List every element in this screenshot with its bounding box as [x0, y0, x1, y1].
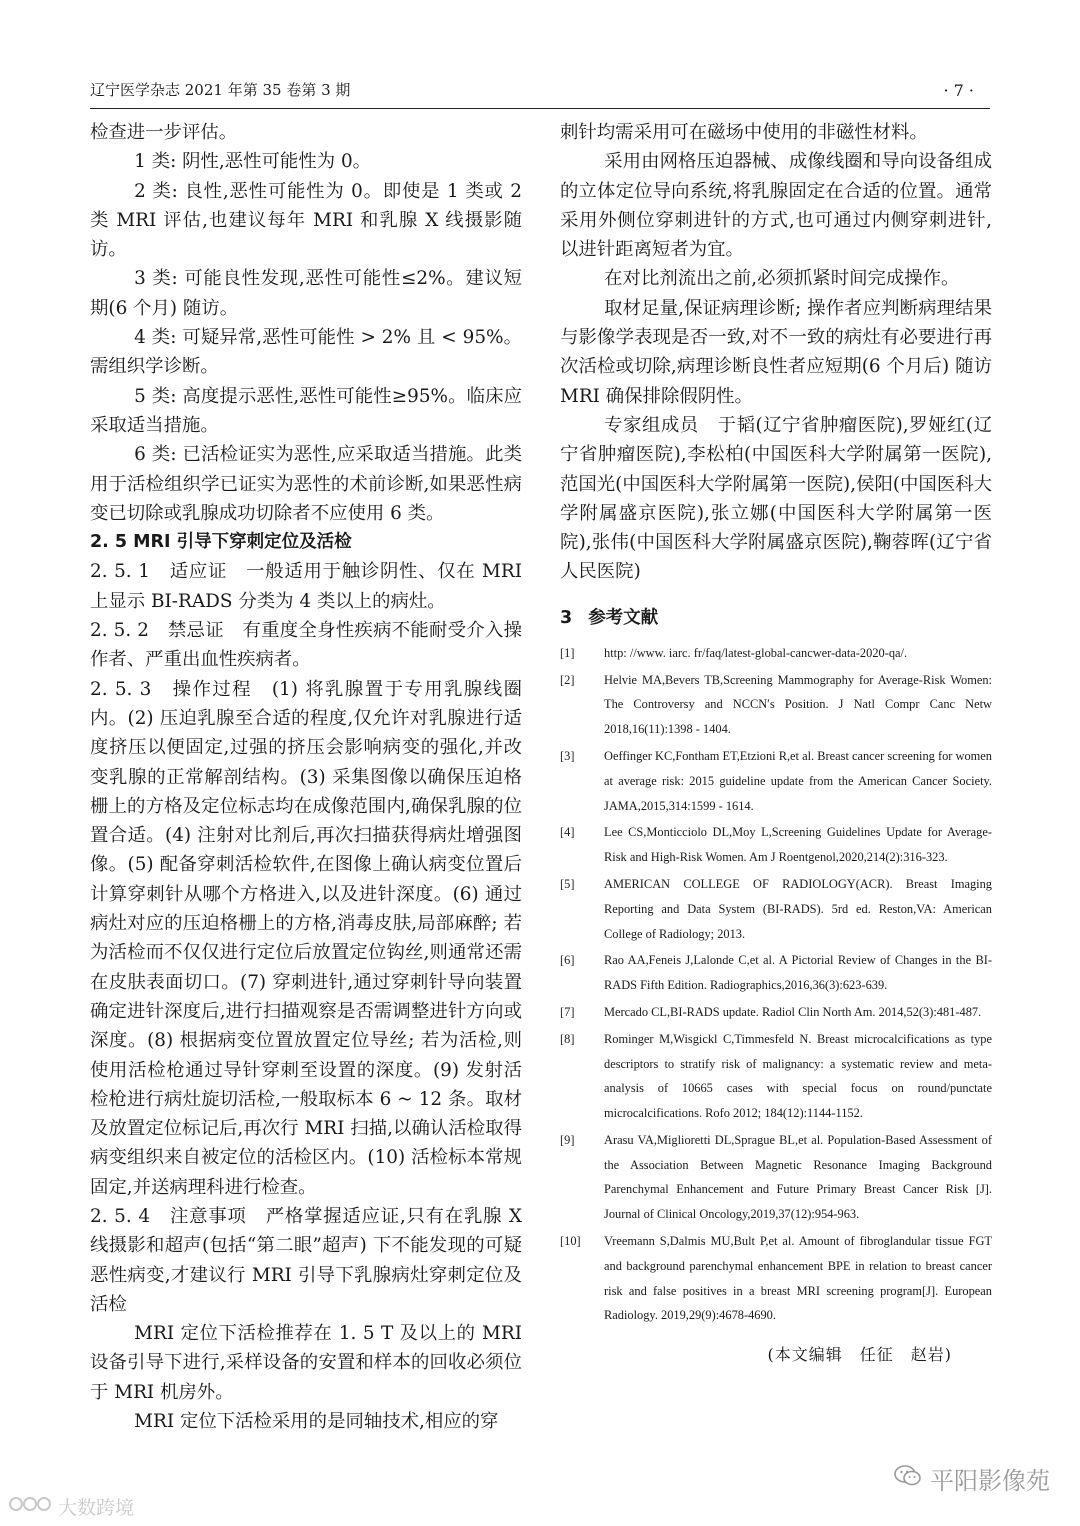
category-1: 1 类: 阴性,恶性可能性为 0。: [134, 151, 372, 173]
paragraph: MRI 定位下活检采用的是同轴技术,相应的穿: [134, 1411, 499, 1433]
paragraph: MRI 定位下活检推荐在 1. 5 T 及以上的 MRI 设备引导下进行,采样设备的安置和样本的回收必须位于 MRI 机房外。: [90, 1323, 522, 1403]
section-number: 3: [560, 607, 573, 628]
reference-item: [560, 948, 992, 998]
reference-number: [9]: [560, 1132, 575, 1147]
reference-text: Rominger M,Wisgickl C,Timmesfeld N. Breast microcalcifications as type descriptors to stratify risk of malignancy: a systematic review and meta-analysis of 10665 cases with special focus on round/punctate microcalcifications. Rofo 2012; 184(12):1144-1152.: [604, 1031, 992, 1121]
reference-item: [560, 872, 992, 946]
watermark-right: [894, 1461, 1050, 1496]
reference-number: [5]: [560, 876, 575, 891]
reference-number: [4]: [560, 825, 575, 840]
reference-text: Rao AA,Feneis J,Lalonde C,et al. A Pictorial Review of Changes in the BI-RADS Fifth Edition. Radiographics,2016,36(3):623-639.: [604, 953, 992, 993]
reference-text: AMERICAN COLLEGE OF RADIOLOGY(ACR). Breast Imaging Reporting and Data System (BI-RADS). 5rd ed. Reston,VA: American College of Radiology; 2013.: [604, 876, 992, 941]
subsection-2-5-3: 2. 5. 3 操作过程 (1) 将乳腺置于专用乳腺线圈内。(2) 压迫乳腺至合适的程度,仅允许对乳腺进行适度挤压以便固定,过强的挤压会影响病变的强化,并改变乳腺的正常解剖结构。(3) 采集图像以确保压迫格栅上的方格及定位标志均在成像范围内,确保乳腺的位置合适。(4) 注射对比剂后,再次扫描获得病灶增强图像。(5) 配备穿刺活检软件,在图像上确认病变位置后计算穿刺针从哪个方格进入,以及进针深度。(6) 通过病灶对应的压迫格栅上的方格,消毒皮肤,局部麻醉; 若为活检而不仅仅进行定位后放置定位钩丝,则通常还需在皮肤表面切口。(7) 穿刺进针,通过穿刺针导向装置确定进针深度后,进行扫描观察是否需调整进针方向或深度。(8) 根据病变位置放置定位导丝; 若为活检,则使用活检枪通过导针穿刺至设置的深度。(9) 发射活检枪进行病灶旋切活检,一般取标本 6 ~ 12 条。取材及放置定位标记后,再次行 MRI 扫描,以确认活检取得病变组织来自被定位的活检区内。(10) 活检标本常规固定,并送病理科进行检查。: [90, 678, 522, 1198]
journal-title: 辽宁医学杂志 2021 年第 35 卷第 3 期: [90, 81, 351, 99]
wechat-icon: [894, 1464, 922, 1494]
reference-item: [560, 744, 992, 818]
paragraph: 检查进一步评估。: [90, 122, 238, 143]
reference-item: [560, 1027, 992, 1126]
expert-members: 专家组成员 于韬(辽宁省肿瘤医院),罗娅红(辽宁省肿瘤医院),李松柏(中国医科大学附属第一医院),范国光(中国医科大学附属第一医院),侯阳(中国医科大学附属盛京医院),张立娜(中国医科大学附属第一医院),张伟(中国医科大学附属盛京医院),鞠蓉晖(辽宁省人民医院): [560, 414, 992, 583]
category-5: 5 类: 高度提示恶性,恶性可能性≥95%。临床应采取适当措施。: [90, 385, 522, 436]
reference-item: [560, 1128, 992, 1227]
paragraph: 刺针均需采用可在磁场中使用的非磁性材料。: [560, 122, 928, 143]
watermark-text: 平阳影像苑: [930, 1467, 1050, 1495]
reference-item: [560, 668, 992, 742]
reference-text: Arasu VA,Miglioretti DL,Sprague BL,et al. Population-Based Assessment of the Association Between Magnetic Resonance Imaging Background Parenchymal Enhancement and Future Primary Breast Cancer Risk [J]. Journal of Clinical Oncology,2019,37(12):954-963.: [604, 1132, 992, 1222]
paragraph: 采用由网格压迫器械、成像线圈和导向设备组成的立体定位导向系统,将乳腺固定在合适的位置。通常采用外侧位穿刺进针的方式,也可通过内侧穿刺进针,以进针距离短者为宜。: [560, 151, 992, 261]
category-4: 4 类: 可疑异常,恶性可能性 > 2% 且 < 95%。需组织学诊断。: [90, 327, 522, 378]
reference-number: [1]: [560, 645, 575, 660]
left-column: [90, 118, 522, 1436]
reference-text: http: //www. iarc. fr/faq/latest-global-cancwer-data-2020-qa/.: [604, 645, 908, 660]
brand-logo-icon: [8, 1493, 52, 1520]
reference-number: [3]: [560, 748, 575, 763]
section-title: 参考文献: [588, 607, 659, 628]
reference-number: [2]: [560, 672, 575, 687]
reference-item: [560, 1000, 992, 1025]
right-column: [560, 118, 992, 1365]
watermark-text: 大数跨境: [58, 1497, 135, 1519]
page-number: · 7 ·: [943, 81, 974, 100]
category-2: 2 类: 良性,恶性可能性为 0。即使是 1 类或 2 类 MRI 评估,也建议每年 MRI 和乳腺 X 线摄影随访。: [90, 180, 522, 261]
reference-text: Lee CS,Monticciolo DL,Moy L,Screening Guidelines Update for Average-Risk and High-Risk Women. Am J Roentgenol,2020,214(2):316-323.: [604, 825, 992, 865]
reference-number: [8]: [560, 1031, 575, 1046]
reference-text: Oeffinger KC,Fontham ET,Etzioni R,et al. Breast cancer screening for women at average risk: 2015 guideline update from the American Cancer Society. JAMA,2015,314:1599 - 1614.: [604, 748, 992, 813]
subsection-2-5-4: 2. 5. 4 注意事项 严格掌握适应证,只有在乳腺 X 线摄影和超声(包括“第二眼”超声) 下不能发现的可疑恶性病变,才建议行 MRI 引导下乳腺病灶穿刺定位及活检: [90, 1205, 522, 1315]
category-6: 6 类: 已活检证实为恶性,应采取适当措施。此类用于活检组织学已证实为恶性的术前诊断,如果恶性病变已切除或乳腺成功切除者不应使用 6 类。: [90, 444, 522, 524]
section-title: MRI 引导下穿刺定位及活检: [133, 532, 352, 553]
reference-number: [10]: [560, 1234, 581, 1249]
reference-text: Helvie MA,Bevers TB,Screening Mammography for Average-Risk Women: The Controversy and NCCN′s Position. J Natl Compr Canc Netw 2018,16(11):1398 - 1404.: [604, 672, 992, 737]
subsection-2-5-1: 2. 5. 1 适应证 一般适用于触诊阴性、仅在 MRI 上显示 BI-RADS 分类为 4 类以上的病灶。: [90, 561, 522, 612]
paragraph: 取材足量,保证病理诊断; 操作者应判断病理结果与影像学表现是否一致,对不一致的病灶有必要进行再次活检或切除,病理诊断良性者应短期(6 个月后) 随访 MRI 确保排除假阴性。: [560, 297, 992, 407]
subsection-2-5-2: 2. 5. 2 禁忌证 有重度全身性疾病不能耐受介入操作者、严重出血性疾病者。: [90, 620, 522, 671]
reference-text: Vreemann S,Dalmis MU,Bult P,et al. Amount of fibroglandular tissue FGT and background parenchymal enhancement BPE in relation to breast cancer risk and false positives in a breast MRI screening program[J]. European Radiology. 2019,29(9):4678-4690.: [604, 1234, 992, 1323]
editor-credit: (本文编辑 任征 赵岩): [767, 1345, 952, 1365]
reference-number: [6]: [560, 953, 575, 968]
reference-number: [7]: [560, 1004, 575, 1019]
reference-text: Mercado CL,BI-RADS update. Radiol Clin North Am. 2014,52(3):481-487.: [604, 1004, 982, 1019]
paragraph: 在对比剂流出之前,必须抓紧时间完成操作。: [604, 268, 960, 290]
reference-list: [560, 641, 992, 1329]
page-header: [90, 74, 990, 109]
reference-item: [560, 641, 992, 666]
reference-item: [560, 1229, 992, 1328]
reference-item: [560, 820, 992, 870]
category-3: 3 类: 可能良性发现,恶性可能性≤2%。建议短期(6 个月) 随访。: [90, 268, 522, 319]
references-heading: [560, 605, 992, 631]
section-number: 2. 5: [90, 532, 128, 553]
section-heading-2-5: [90, 528, 522, 557]
watermark-left: [8, 1493, 134, 1520]
